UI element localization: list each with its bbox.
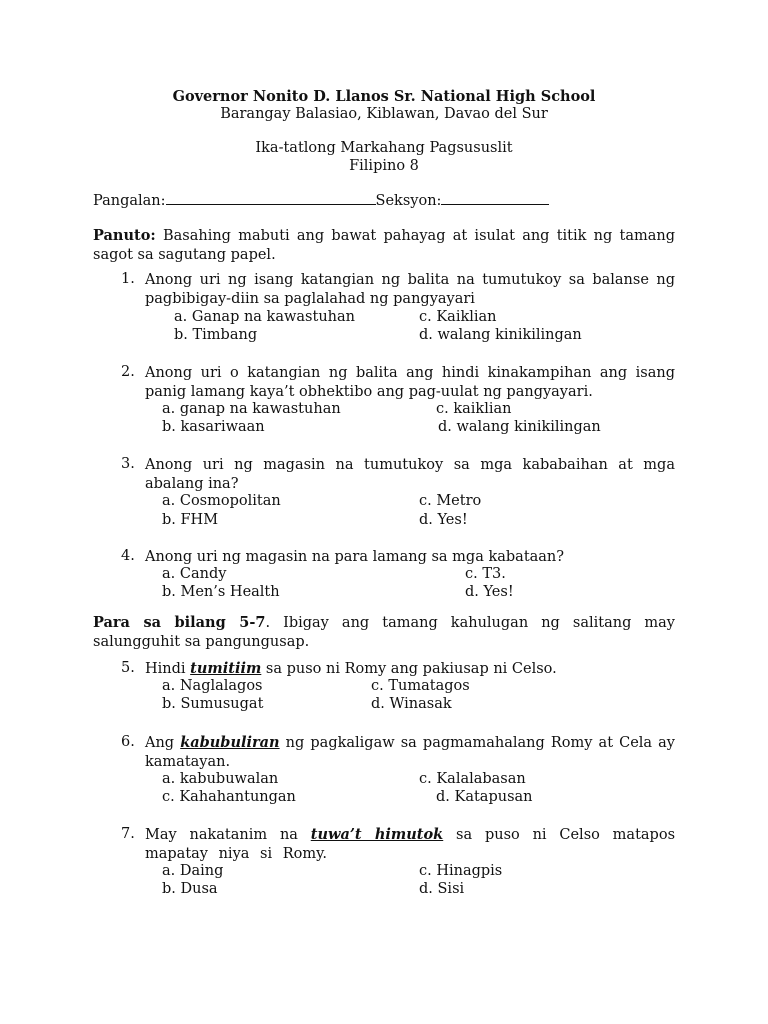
section2-label: Para sa bilang 5-7 [93, 614, 266, 631]
question-text-before: Hindi [145, 661, 191, 677]
option: c. T3. [465, 566, 506, 582]
question-number: 7. [121, 826, 135, 842]
question-text-after: ng pagkaligaw sa pagmamahalang Romy at Cela ay kamatayan. [145, 735, 675, 770]
option: b. Dusa [162, 881, 218, 897]
question-number: 4. [121, 548, 135, 564]
option: d. Winasak [371, 696, 452, 712]
underlined-word: tuwa’t himutok [310, 826, 444, 843]
option: c. Kaiklian [419, 309, 497, 325]
question-text-before: May nakatanim na [145, 827, 311, 843]
section2-text: . Ibigay ang tamang kahulugan ng salitang may salungguhit sa pangungusap. [93, 615, 675, 650]
option: b. Sumusugat [162, 696, 264, 712]
option: c. Kalalabasan [419, 771, 526, 787]
option: d. walang kinikilingan [419, 327, 582, 343]
subject: Filipino 8 [349, 158, 419, 174]
question-number: 3. [121, 456, 135, 472]
option: b. Timbang [174, 327, 258, 343]
option: c. Hinagpis [419, 863, 503, 879]
name-section-line [93, 192, 549, 209]
question-text [145, 734, 675, 771]
option: a. ganap na kawastuhan [162, 401, 341, 417]
school-name: Governor Nonito D. Llanos Sr. National High School [172, 88, 596, 105]
option: c. Metro [419, 493, 482, 509]
option: a. kabubuwalan [162, 771, 279, 787]
option: a. Ganap na kawastuhan [174, 309, 355, 325]
question-text-after: sa puso ni Romy ang pakiusap ni Celso. [261, 661, 557, 677]
instructions-label: Panuto: [93, 227, 156, 244]
option: a. Candy [162, 566, 227, 582]
question-text: Anong uri o katangian ng balita ang hindi kinakampihan ang isang panig lamang kaya’t obhektibo ang pag-uulat ng pangyayari. [145, 365, 675, 400]
name-blank [166, 192, 376, 205]
option: d. Yes! [419, 512, 468, 528]
option: a. Cosmopolitan [162, 493, 281, 509]
underlined-word: tumitiim [190, 660, 262, 677]
option: a. Daing [162, 863, 224, 879]
option: b. Men’s Health [162, 584, 280, 600]
option: b. FHM [162, 512, 219, 528]
option: b. kasariwaan [162, 419, 265, 435]
name-label: Pangalan: [93, 193, 166, 209]
section-blank [441, 192, 549, 205]
option: d. walang kinikilingan [438, 419, 601, 435]
option: c. Tumatagos [371, 678, 470, 694]
option: d. Yes! [465, 584, 514, 600]
instructions-text: Basahing mabuti ang bawat pahayag at isulat ang titik ng tamang sagot sa sagutang papel. [93, 228, 676, 263]
exam-title: Ika-tatlong Markahang Pagsususlit [255, 140, 513, 156]
question-text-before: Ang [145, 735, 181, 751]
question-text: Anong uri ng magasin na para lamang sa mga kabataan? [145, 549, 565, 565]
section2-instructions [93, 613, 675, 652]
school-address: Barangay Balasiao, Kiblawan, Davao del Sur [220, 106, 548, 122]
question-text [145, 826, 675, 863]
option: c. kaiklian [436, 401, 512, 417]
question-text: Anong uri ng isang katangian ng balita na tumutukoy sa balanse ng pagbibigay-diin sa paglalahad ng pangyayari [145, 272, 675, 307]
question-text [145, 660, 675, 679]
option: d. Katapusan [436, 789, 533, 805]
question-number: 1. [121, 271, 135, 287]
underlined-word: kabubuliran [180, 734, 280, 751]
question-text-after: sa puso ni Celso matapos mapatay niya si Romy. [145, 827, 676, 862]
question-number: 2. [121, 364, 135, 380]
option: d. Sisi [419, 881, 465, 897]
option: a. Naglalagos [162, 678, 263, 694]
question-number: 6. [121, 734, 135, 750]
option: c. Kahahantungan [162, 789, 296, 805]
section-label: Seksyon: [375, 193, 442, 209]
question-text: Anong uri ng magasin na tumutukoy sa mga kababaihan at mga abalang ina? [145, 457, 675, 492]
instructions [93, 226, 675, 265]
question-number: 5. [121, 660, 135, 676]
